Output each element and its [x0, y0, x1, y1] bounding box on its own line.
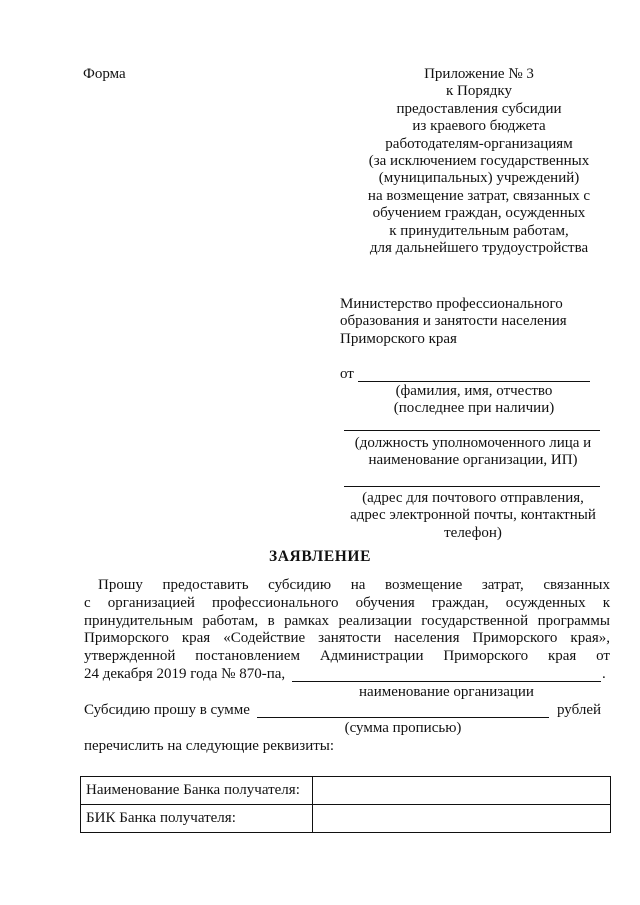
addressee-block	[340, 296, 610, 348]
appendix-line: обучением граждан, осужденных	[372, 205, 586, 222]
position-caption	[330, 435, 616, 470]
caption-line: наименование организации, ИП)	[368, 452, 578, 469]
paragraph-line: принудительным работам, в рамках реализации государственной программы	[84, 612, 610, 629]
applicant-name-field[interactable]	[358, 366, 590, 382]
from-label: от	[340, 366, 354, 382]
bank-name-value[interactable]	[313, 777, 611, 805]
appendix-line: из краевого бюджета	[412, 118, 546, 135]
paragraph-line: утвержденной постановлением Администрации Приморского края от	[84, 648, 610, 665]
bik-value[interactable]	[313, 805, 611, 833]
appendix-line: предоставления субсидии	[396, 100, 562, 117]
appendix-line: Приложение № 3	[424, 66, 534, 82]
bik-label: БИК Банка получателя:	[81, 805, 313, 833]
org-caption: наименование организации	[359, 684, 534, 700]
paragraph-line: Прошу предоставить субсидию на возмещение затрат, связанных	[98, 577, 610, 593]
appendix-line: (за исключением государственных	[368, 153, 590, 170]
appendix-line: к принудительным работам,	[389, 222, 569, 239]
caption-line: (должность уполномоченного лица и	[354, 435, 592, 451]
paragraph-line: Приморского края «Содействие занятости населения Приморского края»,	[84, 630, 610, 647]
caption-line: (адрес для почтового отправления,	[362, 490, 584, 506]
form-label: Форма	[83, 66, 126, 82]
ministry-line: образования и занятости населения	[340, 313, 567, 330]
bank-name-label: Наименование Банка получателя:	[81, 777, 313, 805]
sum-unit: рублей	[557, 702, 602, 718]
transfer-line: перечислить на следующие реквизиты:	[84, 738, 335, 754]
position-field[interactable]	[344, 418, 600, 431]
sentence-period: .	[602, 666, 606, 682]
address-field[interactable]	[344, 474, 600, 487]
sum-label: Субсидию прошу в сумме	[84, 702, 250, 718]
ministry-line: Министерство профессионального	[340, 296, 563, 312]
sum-caption: (сумма прописью)	[344, 720, 462, 736]
sum-field[interactable]	[257, 702, 549, 718]
caption-line: телефон)	[444, 524, 502, 541]
requisites-table	[80, 776, 611, 833]
organization-name-field[interactable]	[292, 666, 601, 682]
table-row	[81, 805, 611, 833]
caption-line: (фамилия, имя, отчество	[395, 383, 553, 399]
appendix-block	[348, 66, 610, 257]
table-row	[81, 777, 611, 805]
paragraph-line: с организацией профессионального обучения граждан, осужденных к	[84, 594, 610, 611]
address-caption	[330, 490, 616, 542]
resolution-date: 24 декабря 2019 года № 870-па,	[84, 666, 286, 682]
appendix-line: для дальнейшего трудоустройства	[369, 240, 589, 257]
name-caption	[358, 383, 590, 418]
caption-line: (последнее при наличии)	[393, 400, 555, 417]
ministry-line: Приморского края	[340, 330, 457, 347]
appendix-line: (муниципальных) учреждений)	[378, 170, 580, 187]
document-title: ЗАЯВЛЕНИЕ	[268, 548, 372, 565]
appendix-line: работодателям-организациям	[385, 135, 573, 152]
appendix-line: на возмещение затрат, связанных с	[367, 187, 591, 204]
appendix-line: к Порядку	[446, 83, 512, 100]
caption-line: адрес электронной почты, контактный	[350, 507, 596, 524]
application-paragraph	[84, 577, 610, 666]
